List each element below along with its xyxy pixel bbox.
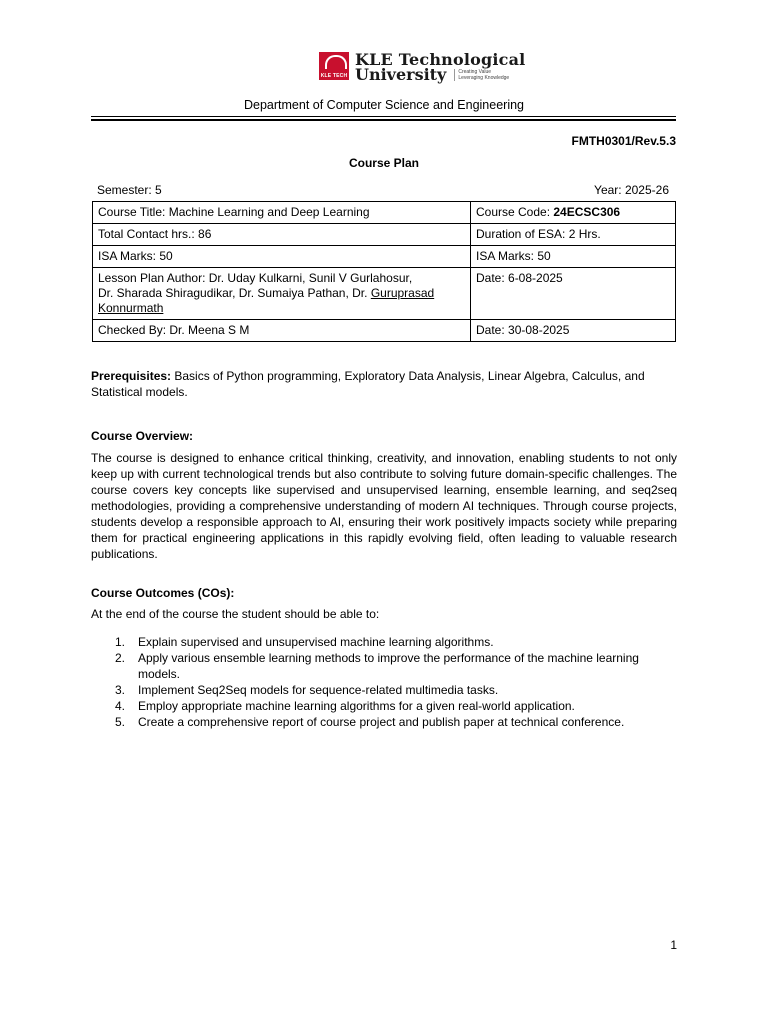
course-code-value: 24ECSC306	[553, 205, 621, 219]
outcomes-intro: At the end of the course the student should be able to:	[91, 607, 380, 621]
course-outcomes-list	[91, 634, 677, 730]
outcomes-heading: Course Outcomes (COs):	[91, 586, 235, 600]
page-title: Course Plan	[348, 156, 420, 170]
isa-marks-cell: ISA Marks: 50	[93, 246, 471, 268]
list-item: 2. Apply various ensemble learning methods to improve the performance of the machine learning models.	[115, 651, 639, 681]
prerequisites-paragraph	[91, 368, 677, 400]
course-info-table	[92, 201, 676, 342]
table-row	[93, 224, 676, 246]
prerequisites-label: Prerequisites:	[91, 369, 172, 383]
department-name: Department of Computer Science and Engineering	[243, 98, 525, 112]
table-row	[93, 246, 676, 268]
university-logo	[319, 52, 525, 82]
lesson-plan-author-cell: Lesson Plan Author: Dr. Uday Kulkarni, Sunil V Gurlahosur, Dr. Sharada Shiragudikar, Dr. Sumaiya Pathan, Dr. Guruprasad Konnurmath	[93, 268, 471, 320]
list-item: 3. Implement Seq2Seq models for sequence-related multimedia tasks.	[115, 683, 499, 697]
author-date-cell: Date: 6-08-2025	[471, 268, 676, 320]
logo-name-line2: University	[355, 65, 447, 84]
course-title-cell: Course Title: Machine Learning and Deep Learning	[93, 202, 471, 224]
table-row	[93, 202, 676, 224]
course-code-cell: Course Code: 24ECSC306	[471, 202, 676, 224]
overview-heading: Course Overview:	[91, 429, 194, 443]
checked-date-cell: Date: 30-08-2025	[471, 320, 676, 342]
overview-text: The course is designed to enhance critical thinking, creativity, and innovation, enabling students to not only keep up with current technological trends but also contribute to solving future domain-specific challenges. The course covers key concepts like supervised and unsupervised learning, ensemble learning, and seq2seq methodologies, providing a comprehensive understanding of modern AI techniques. Through course projects, students develop a responsible approach to AI, ensuring their work positively impacts society while preparing them for practical engineering applications in this rapidly evolving field, often leading to valuable research publications.	[91, 451, 677, 561]
esa-duration-cell: Duration of ESA: 2 Hrs.	[471, 224, 676, 246]
isa-marks-right-cell: ISA Marks: 50	[471, 246, 676, 268]
table-row	[93, 268, 676, 320]
kle-logo-icon: KLE TECH	[319, 52, 349, 80]
semester-label: Semester: 5	[97, 183, 162, 197]
document-reference: FMTH0301/Rev.5.3	[571, 134, 676, 148]
logo-name-line1: KLE Technological	[355, 50, 526, 69]
page-number: 1	[670, 938, 677, 952]
header-divider-thick	[91, 119, 676, 121]
contact-hours-cell: Total Contact hrs.: 86	[93, 224, 471, 246]
prerequisites-text: Basics of Python programming, Exploratory Data Analysis, Linear Algebra, Calculus, and Statistical models.	[91, 369, 645, 399]
list-item: 5. Create a comprehensive report of course project and publish paper at technical conference.	[115, 715, 625, 729]
year-label: Year: 2025-26	[594, 183, 669, 197]
list-item: 4. Employ appropriate machine learning algorithms for a given real-world application.	[115, 699, 575, 713]
checked-by-cell: Checked By: Dr. Meena S M	[93, 320, 471, 342]
list-item: 1. Explain supervised and unsupervised machine learning algorithms.	[115, 635, 494, 649]
logo-tagline: Creating Value Leveraging Knowledge	[454, 69, 509, 81]
header-divider	[91, 116, 676, 117]
table-row	[93, 320, 676, 342]
